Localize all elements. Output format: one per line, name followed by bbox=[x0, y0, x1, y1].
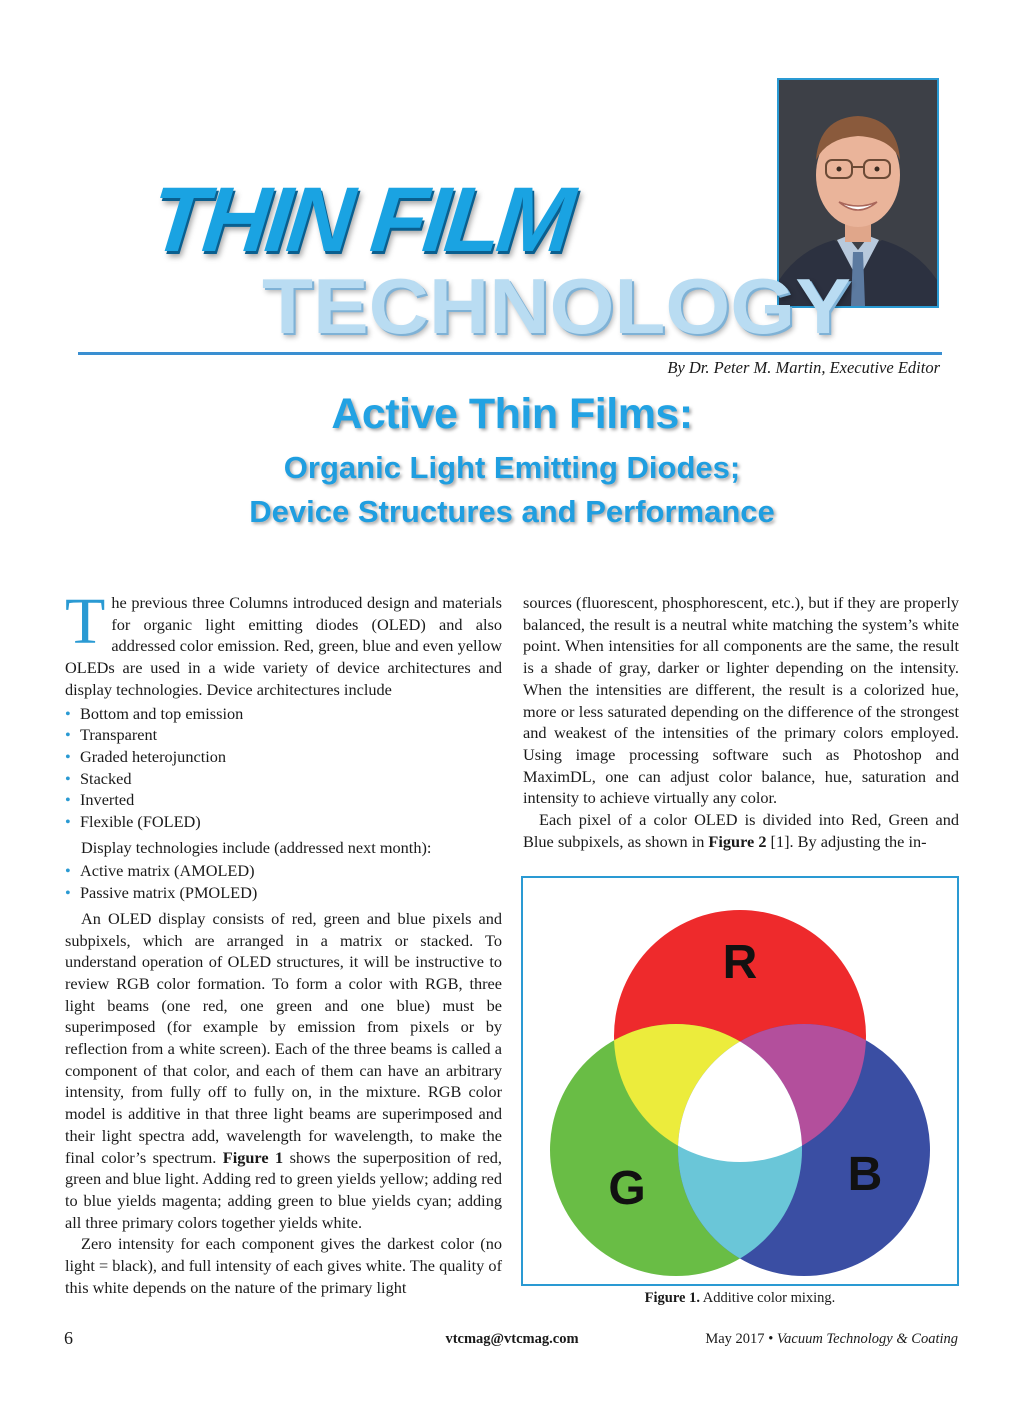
bullet-icon: • bbox=[65, 883, 71, 903]
article-title: Active Thin Films: bbox=[331, 390, 693, 438]
masthead-rule bbox=[78, 352, 942, 355]
intro-paragraph bbox=[65, 585, 502, 701]
caption-label: Figure 1. bbox=[644, 1290, 700, 1306]
bullet-icon: • bbox=[65, 812, 71, 832]
figure-reference: Figure 1 bbox=[222, 1147, 284, 1167]
body-paragraph: Each pixel of a color OLED is divided into Red, Green and Blue subpixels, as shown in Figure 2 [1]. By adjusting the in- bbox=[523, 810, 959, 851]
figure-additive-color bbox=[521, 876, 959, 1286]
masthead-thin-film: THIN FILM bbox=[145, 169, 576, 271]
publication-name: Vacuum Technology & Coating bbox=[776, 1331, 958, 1347]
list-item: • Active matrix (AMOLED) bbox=[65, 861, 255, 881]
body-paragraph: sources (fluorescent, phosphorescent, etc.), but if they are properly balanced, the result is a neutral white matching the system’s white point. When intensities for all components are the same, the result is a shade of gray, darker or lighter depending on the intensity. When the intensities are different, the result is a colorized hue, more or less saturated depending on the difference of the strongest and weakest of the intensities of the primary colors employed. Using image processing software such as Photoshop and MaximDL, one can adjust color balance, hue, saturation and intensity to achieve virtually any color. bbox=[523, 593, 959, 808]
footer-issue bbox=[705, 1331, 958, 1348]
bullet-icon: • bbox=[65, 703, 71, 723]
article-subtitle-line2: Device Structures and Performance bbox=[249, 494, 775, 529]
list-item: • Passive matrix (PMOLED) bbox=[65, 883, 258, 903]
separator-bullet: • bbox=[768, 1331, 774, 1347]
masthead-technology: TECHNOLOGY bbox=[262, 262, 851, 350]
article-subtitle-line1: Organic Light Emitting Diodes; bbox=[283, 450, 741, 485]
list-item: • Inverted bbox=[65, 790, 135, 810]
label-r: R bbox=[722, 936, 758, 989]
page-number: 6 bbox=[64, 1328, 73, 1348]
footer-email[interactable]: vtcmag@vtcmag.com bbox=[445, 1331, 579, 1347]
bullet-icon: • bbox=[65, 861, 71, 881]
bullet-icon: • bbox=[65, 768, 71, 788]
right-column bbox=[523, 592, 959, 852]
left-column bbox=[65, 585, 503, 1299]
figure-caption bbox=[521, 1290, 959, 1307]
figure-reference: Figure 2 bbox=[708, 831, 767, 851]
caption-text: Additive color mixing. bbox=[699, 1290, 836, 1306]
list-item: • Stacked bbox=[65, 768, 132, 788]
label-g: G bbox=[608, 1162, 646, 1215]
bullet-icon: • bbox=[65, 790, 71, 810]
bullet-icon: • bbox=[65, 746, 71, 766]
byline: By Dr. Peter M. Martin, Executive Editor bbox=[667, 358, 940, 377]
display-list bbox=[65, 860, 502, 903]
list-item: • Graded heterojunction bbox=[65, 746, 227, 766]
drop-cap: T bbox=[65, 585, 106, 658]
bullet-icon: • bbox=[65, 725, 71, 745]
body-paragraph: Zero intensity for each component gives the darkest color (no light = black), and full intensity of each gives white. The quality of this white depends on the nature of the primary light bbox=[65, 1234, 502, 1297]
list-item: • Transparent bbox=[65, 725, 158, 745]
list-item: • Bottom and top emission bbox=[65, 703, 244, 723]
label-b: B bbox=[847, 1148, 883, 1201]
body-paragraph: An OLED display consists of red, green and blue pixels and subpixels, which are arranged in a matrix or stacked. To understand operation of OLED structures, it will be instructive to review RGB color formation. To form a color with RGB, three light beams (one red, one green and one blue) must be superimposed (for example by emission from pixels or by reflection from a white screen). Each of the three beams is called a component of that color, and each of them can have an arbitrary intensity, from fully off to fully on, in the mixture. RGB color model is additive in that three light beams are superimposed and their light spectra add, wavelength for wavelength, to make the final color’s spectrum. Figure 1 shows the superposition of red, green and blue light. Adding red to green yields yellow; adding red to blue yields magenta; adding green to blue yields cyan; adding all three primary colors together yields white. bbox=[65, 908, 503, 1232]
list-item: • Flexible (FOLED) bbox=[65, 812, 201, 832]
architecture-list bbox=[65, 703, 502, 833]
display-intro: Display technologies include (addressed next month): bbox=[81, 837, 432, 857]
intro-text: he previous three Columns introduced design and materials for organic light emitting diodes (OLED) and also addressed color emission. Red, green, blue and even yellow OLEDs are used in a wide variety of device architectures and display technologies. Device architectures include bbox=[65, 593, 502, 699]
issue-date: May 2017 bbox=[705, 1331, 765, 1347]
rgb-venn-diagram bbox=[523, 878, 957, 1284]
